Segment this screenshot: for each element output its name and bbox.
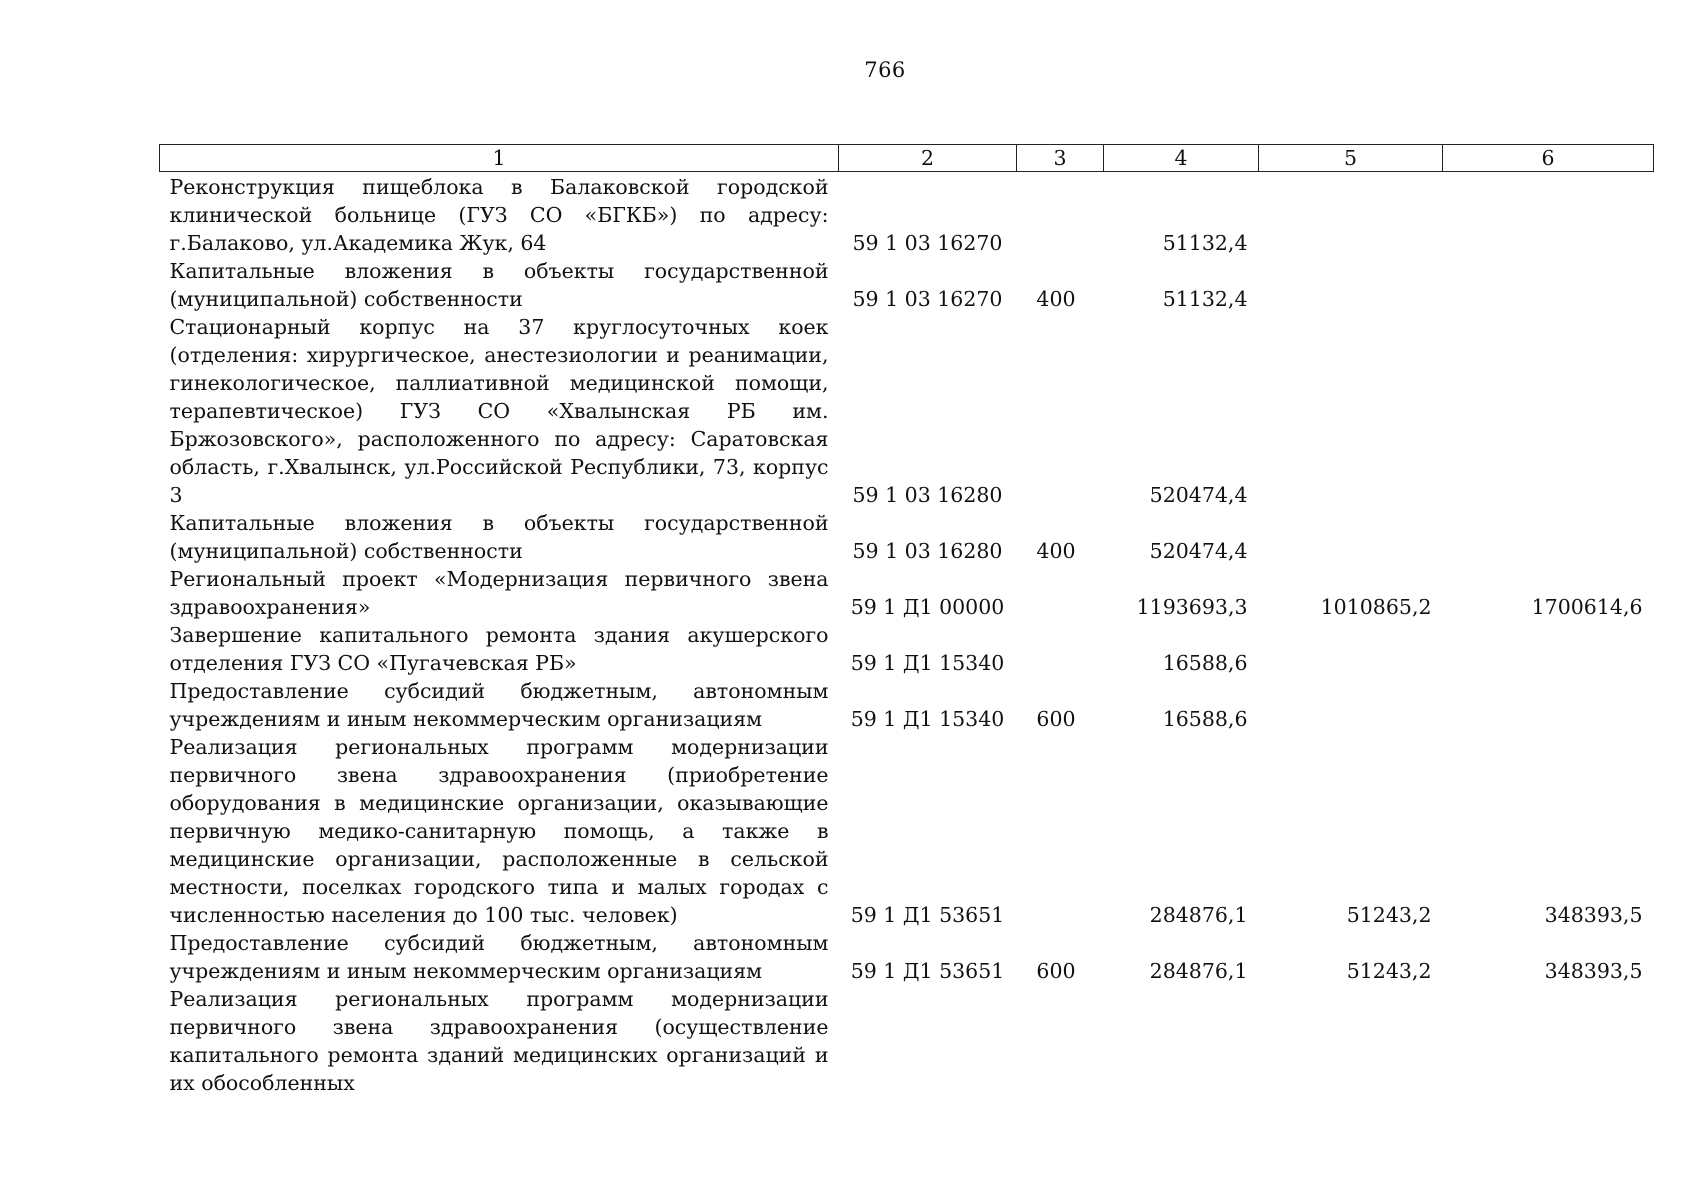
- page-number: 766: [864, 58, 906, 82]
- row-value-col5: 51243,2: [1346, 903, 1432, 927]
- row-name: Капитальные вложения в объекты государственной (муниципальной) собственности: [169, 511, 829, 563]
- row-name: Завершение капитального ремонта здания акушерского отделения ГУЗ СО «Пугачевская РБ»: [169, 623, 829, 675]
- budget-table: [159, 144, 1654, 1097]
- row-name: Предоставление субсидий бюджетным, автономным учреждениям и иным некоммерческим организациям: [169, 679, 829, 731]
- row-expense-type: 400: [1036, 287, 1076, 311]
- row-value-col4: 16588,6: [1162, 651, 1248, 675]
- table-row: [160, 509, 1654, 565]
- row-name: Региональный проект «Модернизация первичного звена здравоохранения»: [169, 567, 829, 619]
- row-value-col6: 1700614,6: [1531, 595, 1643, 619]
- row-value-col5: 1010865,2: [1320, 595, 1432, 619]
- row-expense-type: 400: [1036, 539, 1076, 563]
- row-value-col4: 16588,6: [1162, 707, 1248, 731]
- row-value-col4: 284876,1: [1149, 959, 1248, 983]
- row-name: Стационарный корпус на 37 круглосуточных коек (отделения: хирургическое, анестезиологии и реанимации, гинекологическое, паллиативной медицинской помощи, терапевтическое) ГУЗ СО «Хвалынская РБ им. Бржозовского», расположенного по адресу: Саратовская область, г.Хвалынск, ул.Российской Республики, 73, корпус 3: [169, 315, 829, 507]
- row-value-col4: 284876,1: [1149, 903, 1248, 927]
- row-value-col5: [1259, 172, 1443, 258]
- row-code: 59 1 03 16280: [852, 483, 1003, 507]
- row-value-col6: [1443, 172, 1654, 258]
- row-value-col5: [1259, 509, 1443, 565]
- column-header-1: 1: [160, 145, 839, 172]
- table-row: [160, 929, 1654, 985]
- row-expense-type: [1017, 313, 1104, 509]
- row-expense-type: 600: [1036, 959, 1076, 983]
- row-expense-type: 600: [1036, 707, 1076, 731]
- table-row: [160, 565, 1654, 621]
- row-value-col4: 520474,4: [1149, 483, 1248, 507]
- header-row: [160, 145, 1654, 172]
- table-header: [160, 145, 1654, 172]
- row-code: 59 1 Д1 00000: [850, 595, 1005, 619]
- column-header-4: 4: [1104, 145, 1259, 172]
- table-row: [160, 172, 1654, 258]
- column-header-3: 3: [1017, 145, 1104, 172]
- row-name: Реализация региональных программ модернизации первичного звена здравоохранения (приобретение оборудования в медицинские организации, оказывающие первичную медико-санитарную помощь, а также в медицинские организации, расположенные в сельской местности, поселках городского типа и малых городах с численностью населения до 100 тыс. человек): [169, 735, 829, 927]
- row-value-col5: 51243,2: [1346, 959, 1432, 983]
- row-name: Реконструкция пищеблока в Балаковской городской клинической больнице (ГУЗ СО «БГКБ») по адресу: г.Балаково, ул.Академика Жук, 64: [169, 175, 829, 255]
- row-code: 59 1 03 16280: [852, 539, 1003, 563]
- row-value-col5: [1259, 621, 1443, 677]
- table-row: [160, 257, 1654, 313]
- row-code: 59 1 Д1 53651: [850, 903, 1005, 927]
- row-name: Реализация региональных программ модернизации первичного звена здравоохранения (осуществление капитального ремонта зданий медицинских организаций и их обособленных: [169, 987, 829, 1095]
- column-header-6: 6: [1443, 145, 1654, 172]
- column-header-5: 5: [1259, 145, 1443, 172]
- row-name: Капитальные вложения в объекты государственной (муниципальной) собственности: [169, 259, 829, 311]
- row-value-col6: [1443, 509, 1654, 565]
- row-expense-type: [1017, 985, 1104, 1097]
- table-row: [160, 677, 1654, 733]
- row-value-col6: [1443, 677, 1654, 733]
- row-expense-type: [1017, 172, 1104, 258]
- row-value-col6: [1443, 257, 1654, 313]
- row-value-col4: 1193693,3: [1136, 595, 1248, 619]
- row-value-col6: [1443, 985, 1654, 1097]
- row-code: 59 1 Д1 53651: [850, 959, 1005, 983]
- table-row: [160, 985, 1654, 1097]
- row-code: 59 1 03 16270: [852, 231, 1003, 255]
- row-value-col4: 520474,4: [1149, 539, 1248, 563]
- row-name: Предоставление субсидий бюджетным, автономным учреждениям и иным некоммерческим организациям: [169, 931, 829, 983]
- row-value-col5: [1259, 677, 1443, 733]
- table-row: [160, 733, 1654, 929]
- table-body: [160, 172, 1654, 1098]
- row-code: 59 1 Д1 15340: [850, 651, 1005, 675]
- row-expense-type: [1017, 565, 1104, 621]
- row-value-col5: [1259, 985, 1443, 1097]
- row-value-col4: [1104, 985, 1259, 1097]
- row-value-col6: 348393,5: [1544, 903, 1643, 927]
- column-header-2: 2: [839, 145, 1017, 172]
- row-code: [839, 985, 1017, 1097]
- row-code: 59 1 Д1 15340: [850, 707, 1005, 731]
- row-code: 59 1 03 16270: [852, 287, 1003, 311]
- row-value-col5: [1259, 313, 1443, 509]
- row-value-col6: [1443, 313, 1654, 509]
- row-value-col4: 51132,4: [1162, 231, 1248, 255]
- row-value-col4: 51132,4: [1162, 287, 1248, 311]
- table-row: [160, 621, 1654, 677]
- row-expense-type: [1017, 621, 1104, 677]
- row-value-col6: [1443, 621, 1654, 677]
- row-expense-type: [1017, 733, 1104, 929]
- table-row: [160, 313, 1654, 509]
- row-value-col5: [1259, 257, 1443, 313]
- row-value-col6: 348393,5: [1544, 959, 1643, 983]
